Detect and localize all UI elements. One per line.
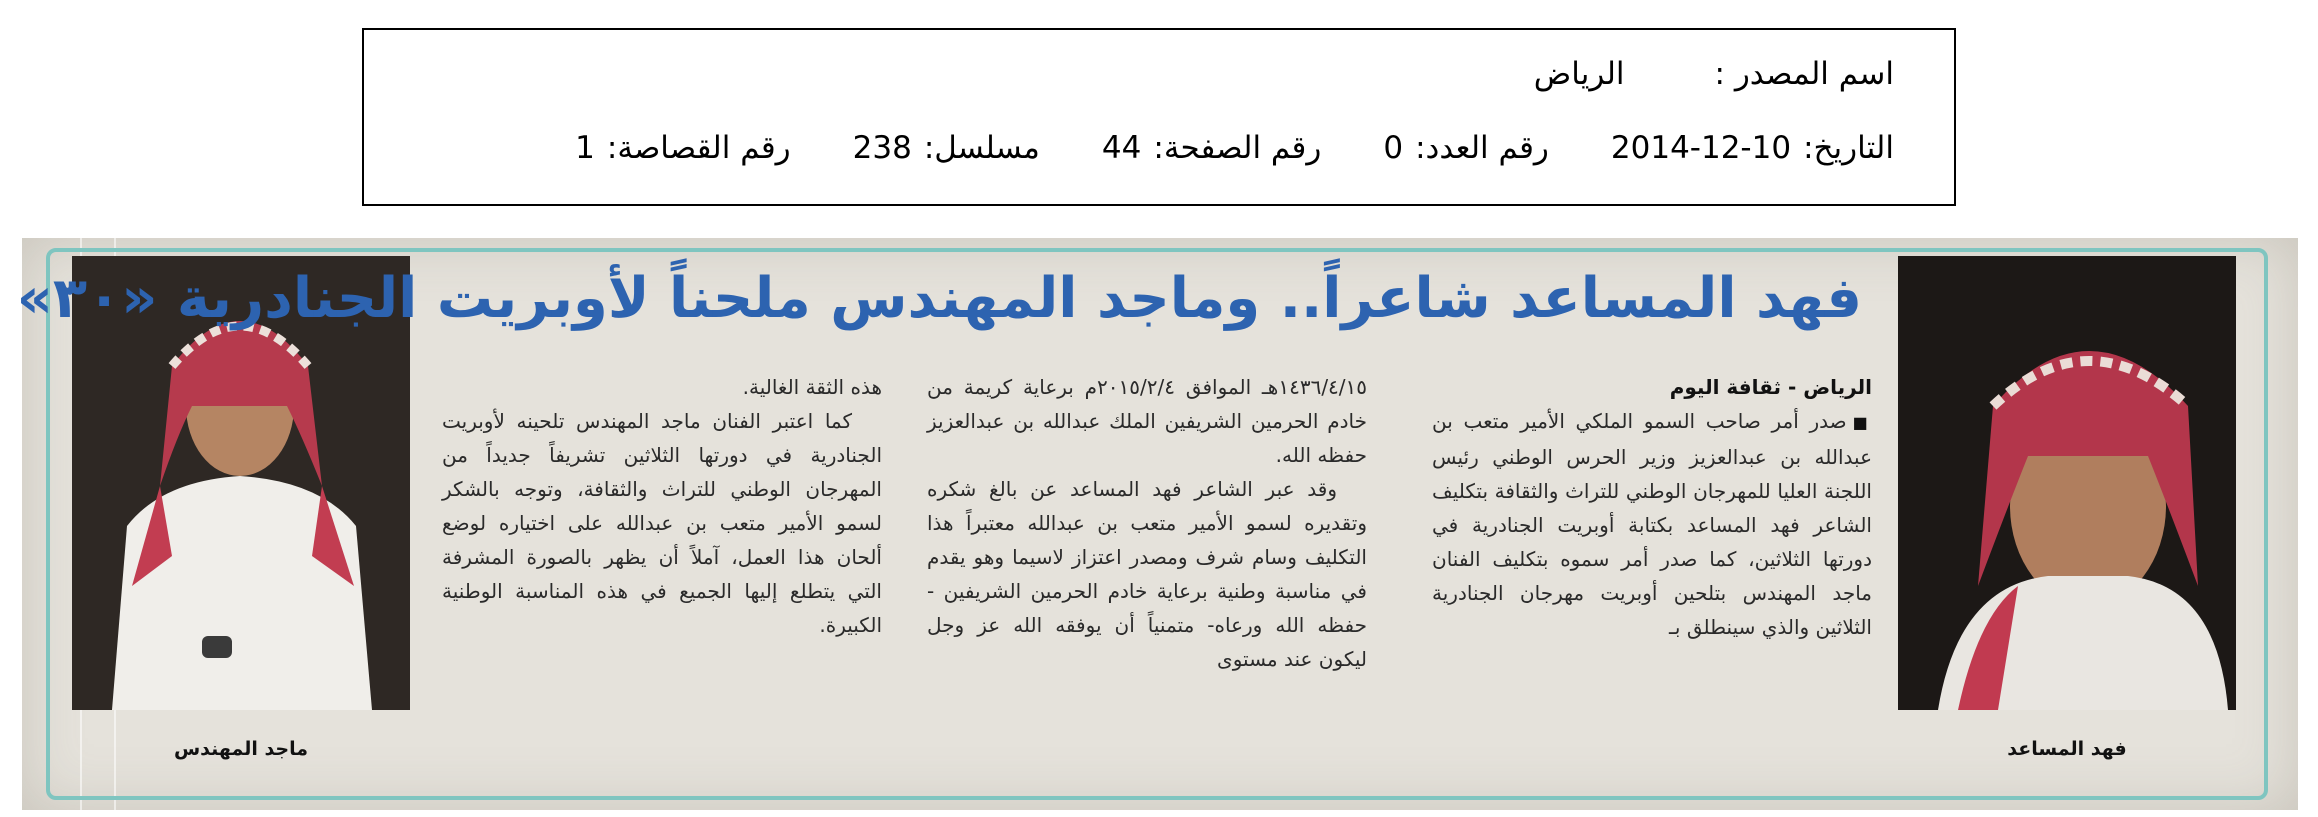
article-paragraph: كما اعتبر الفنان ماجد المهندس تلحينه لأوبريت الجنادرية في دورتها الثلاثين تشريفاً جديداً من المهرجان الوطني للتراث والثقافة، وتوجه بالشكر لسمو الأمير متعب بن عبدالله على اختياره لوضع ألحان هذا العمل، آملاً أن يظهر بالصورة المشرفة التي يتطلع إليها الجميع في هذه المناسبة الوطنية الكبيرة. xyxy=(442,409,882,637)
clip-number-label: رقم القصاصة: xyxy=(606,130,791,166)
issue-value: 0 xyxy=(1383,130,1404,166)
details-row xyxy=(575,130,1894,166)
source-value: الرياض xyxy=(1533,56,1625,92)
square-bullet-icon: ■ xyxy=(1852,413,1873,432)
article-column-2 xyxy=(927,370,1367,676)
clip-number-value: 1 xyxy=(575,130,595,166)
article-headline: فهد المساعد شاعراً.. وماجد المهندس ملحناً لأوبريت الجنادرية «٣٠» xyxy=(16,266,1862,331)
page-label: رقم الصفحة: xyxy=(1153,130,1322,166)
article-paragraph: هذه الثقة الغالية. xyxy=(742,375,882,399)
issue-label: رقم العدد: xyxy=(1415,130,1549,166)
article-column-3 xyxy=(442,370,882,642)
paragraph-text: صدر أمر صاحب السمو الملكي الأمير متعب بن عبدالله بن عبدالعزيز وزير الحرس الوطني رئيس اللجنة العليا للمهرجان الوطني للتراث والثقافة بتكليف الشاعر فهد المساعد بكتابة أوبريت الجنادرية في دورتها الثلاثين، كما صدر أمر سموه بتكليف الفنان ماجد المهندس بتلحين أوبريت مهرجان الجنادرية الثلاثين والذي سينطلق بـ xyxy=(1432,409,1872,639)
article-paragraph: ١٤٣٦/٤/١٥هـ الموافق ٢٠١٥/٢/٤م برعاية كريمة من خادم الحرمين الشريفين الملك عبدالله بن عبدالعزيز حفظه الله. xyxy=(927,375,1368,467)
article-paragraph xyxy=(1432,404,1872,644)
photo-caption-left: ماجد المهندس xyxy=(173,738,309,760)
photo-fahad-almusaed xyxy=(1898,256,2236,710)
page-value: 44 xyxy=(1101,130,1142,166)
date-value: 2014-12-10 xyxy=(1610,130,1792,166)
serial-value: 238 xyxy=(852,130,912,166)
serial-label: مسلسل: xyxy=(923,130,1040,166)
source-label: اسم المصدر : xyxy=(1714,56,1894,92)
article-paragraph: وقد عبر الشاعر فهد المساعد عن بالغ شكره وتقديره لسمو الأمير متعب بن عبدالله معتبراً هذا التكليف وسام شرف ومصدر اعتزاز لاسيما وهو يقدم في مناسبة وطنية برعاية خادم الحرمين الشريفين - حفظه الله ورعاه- متمنياً أن يوفقه الله عز وجل ليكون عند مستوى xyxy=(927,477,1367,671)
source-row xyxy=(1534,56,1894,92)
article-dateline: الرياض - ثقافة اليوم xyxy=(1669,375,1872,399)
date-label: التاريخ: xyxy=(1803,130,1894,166)
newspaper-clipping xyxy=(16,238,2298,810)
source-info-box xyxy=(362,28,1956,206)
article-column-1 xyxy=(1432,370,1872,644)
photo-caption-right: فهد المساعد xyxy=(2007,738,2127,760)
